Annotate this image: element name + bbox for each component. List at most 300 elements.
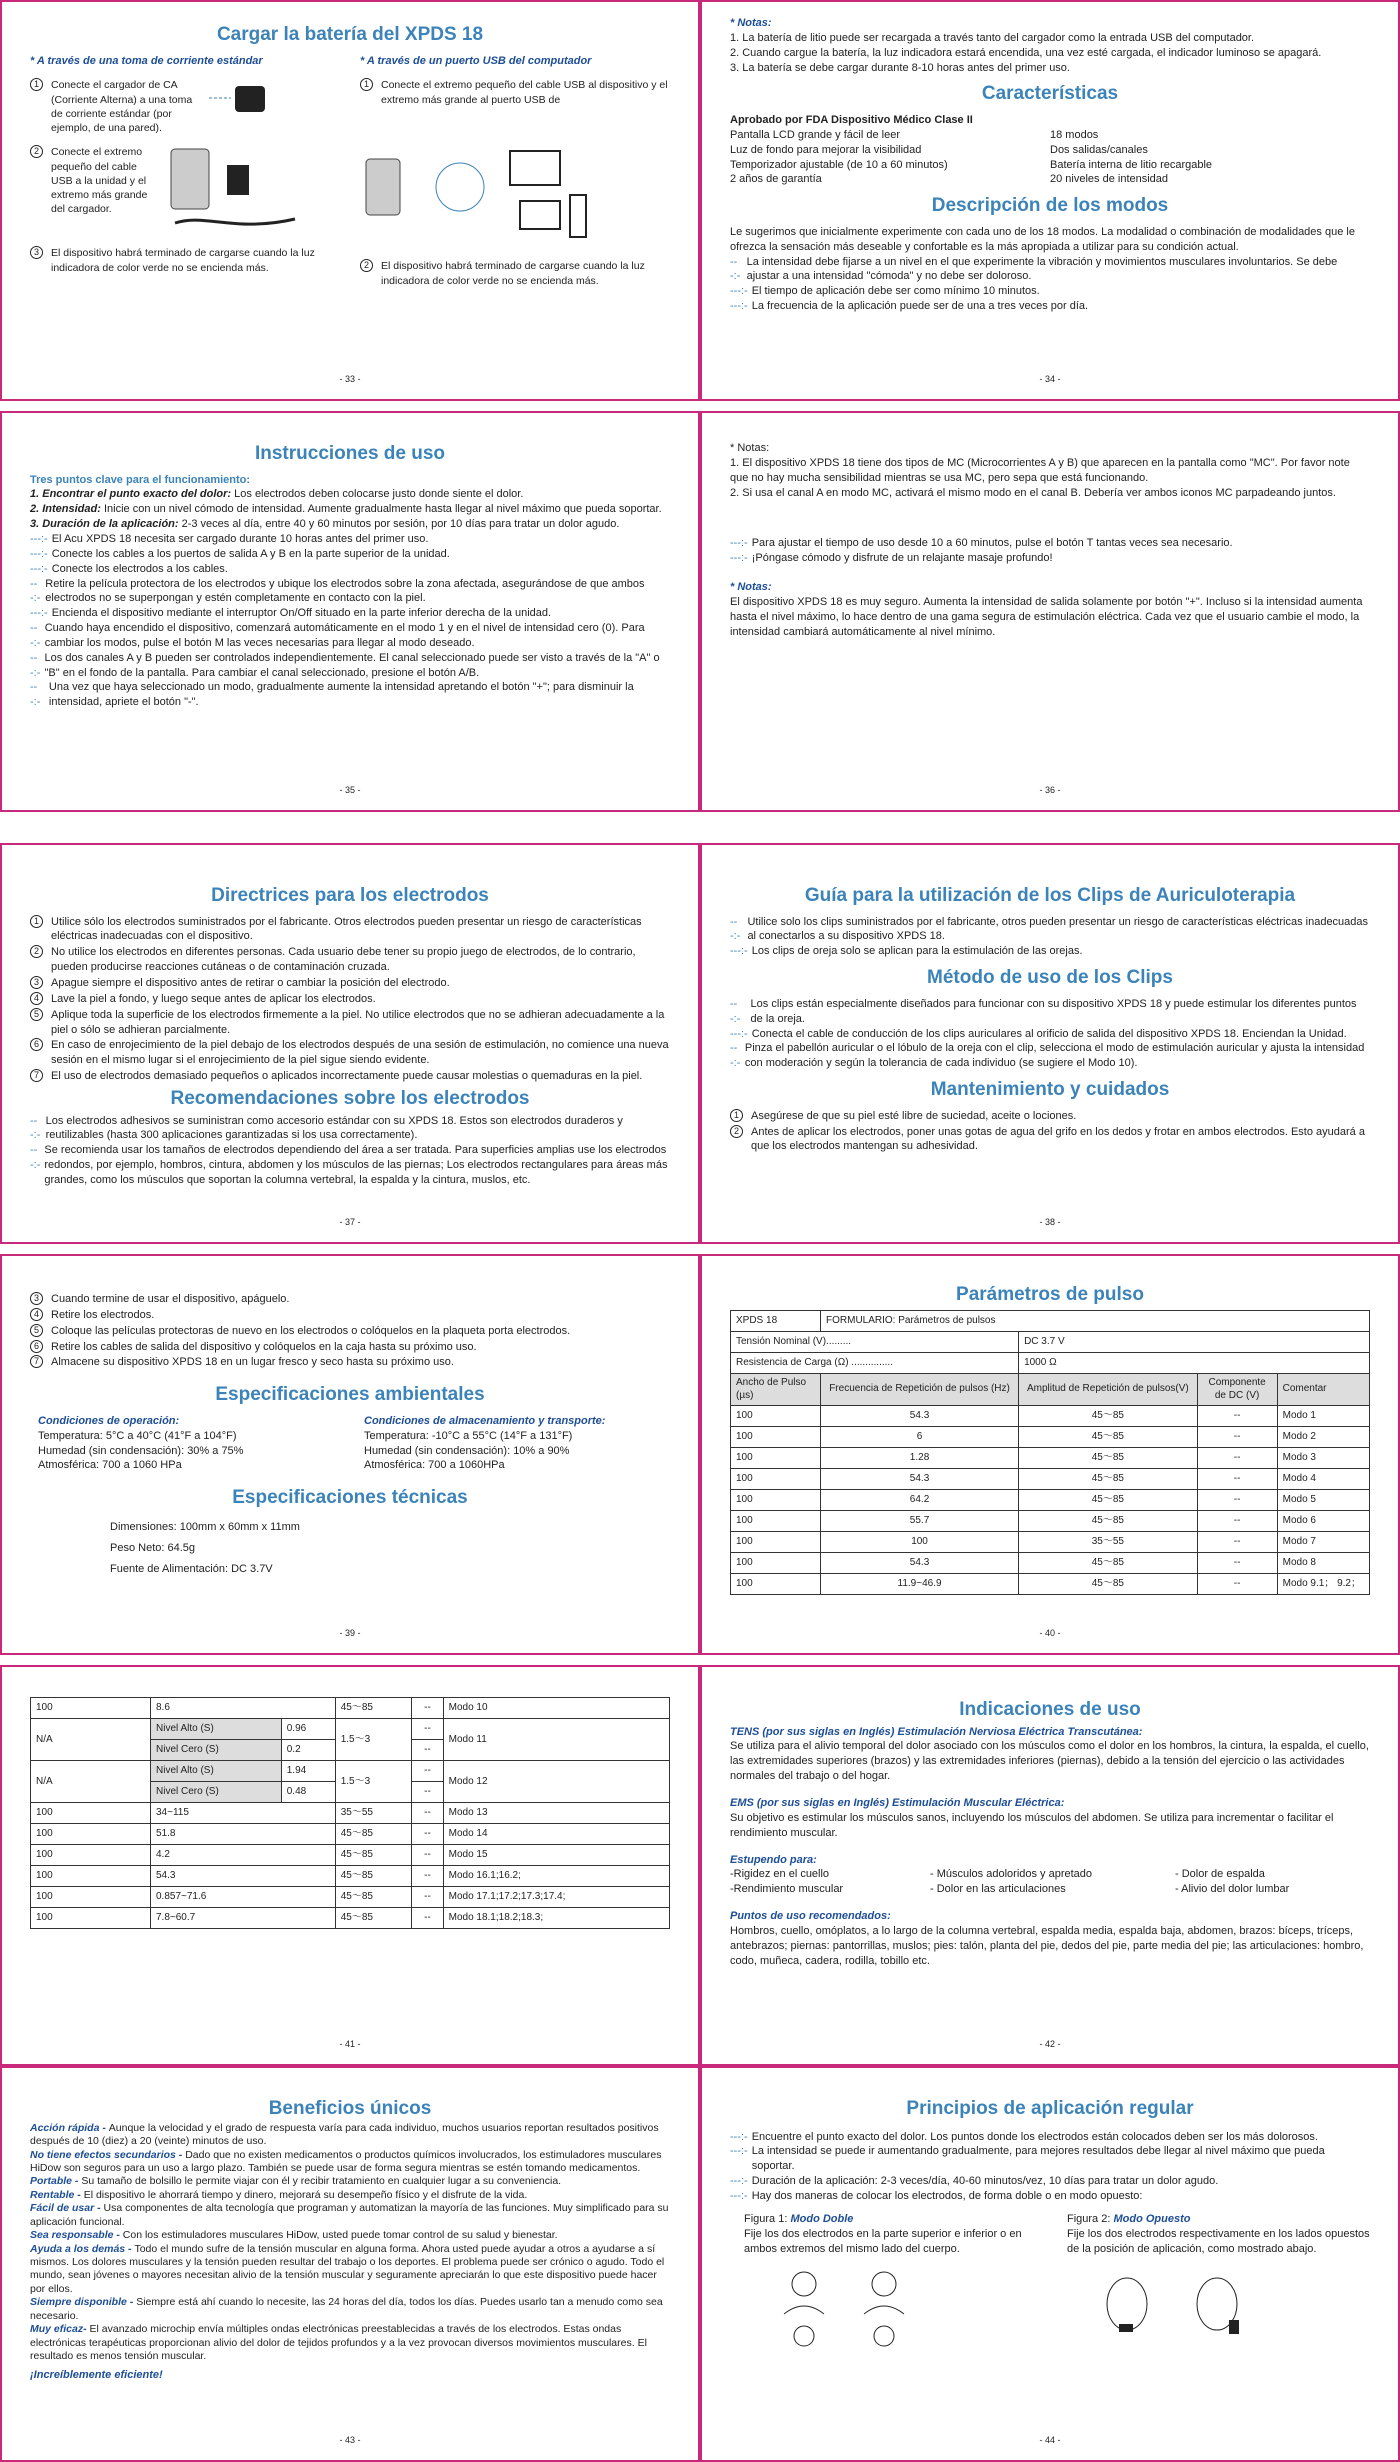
bullet-icon: ---:- [30, 547, 48, 560]
table-cell: 100 [731, 1426, 821, 1447]
note: 1. La batería de litio puede ser recargada a través tanto del cargador como la entrada USB del computador. [730, 31, 1255, 44]
section-title: Recomendaciones sobre los electrodos [170, 1087, 530, 1109]
table-cell: Nivel Cero (S) [151, 1740, 282, 1761]
benefit-item [30, 2202, 670, 2229]
table-cell: 100 [31, 1698, 151, 1719]
list-row [30, 1340, 670, 1355]
list-item: Cuando termine de usar el dispositivo, apáguelo. [51, 1293, 290, 1305]
paragraph: Le sugerimos que inicialmente experimente con cada uno de los 18 modos. La modalidad o combinación de modalidades que le ofrezca la sensación más deseable y confortable es la más apropiada a utilizar para su condición actual. [730, 225, 1355, 253]
table-cell: 54.3 [821, 1405, 1019, 1426]
table-cell: -- [412, 1803, 443, 1824]
benefit-item [30, 2296, 670, 2323]
benefit-label: Fácil de usar - [30, 2202, 104, 2215]
table-cell: -- [412, 1698, 443, 1719]
list-row [30, 621, 670, 651]
list-item: Una vez que haya seleccionado un modo, gradualmente aumente la intensidad apretando el botón "+"; para disminuir la intensidad, apriete el botón "-". [48, 681, 634, 709]
table-cell: Modo 14 [443, 1824, 669, 1845]
charger-icon [205, 78, 275, 118]
page-38 [700, 843, 1400, 1244]
list-item: Retire los cables de salida del dispositivo y colóquelos en la caja hasta su próximo uso. [51, 1340, 477, 1353]
table-cell: 6 [821, 1426, 1019, 1447]
paragraph: El dispositivo XPDS 18 es muy seguro. Aumenta la intensidad de salida solamente por botón "+". Incluso si la intensidad aumenta hasta el nivel máximo, lo hace dentro de una gama segura de estimulación eléctrica. Cada vez que el usuario cambie el modo, la intensidad cambiará automáticamente al nivel mínimo. [730, 595, 1363, 638]
list-item: Los electrodos adhesivos se suministran como accesorio estándar con su XPDS 18. Estos son electrodos duraderos y reutilizables (hasta 300 aplicaciones garantizadas si los usa correctamente). [45, 1114, 623, 1142]
list-item: Conecte los cables a los puertos de salida A y B en la parte superior de la unidad. [51, 547, 450, 560]
subheading: Condiciones de almacenamiento y transporte: [364, 1414, 606, 1427]
figure-label: Figura 2: [1067, 2212, 1114, 2225]
list-row [30, 992, 670, 1007]
table-cell: Modo 6 [1277, 1510, 1369, 1531]
list-item: Coloque las películas protectoras de nuevo en los electrodos o colóquelos en la plaqueta porta electrodos. [51, 1324, 571, 1337]
table-cell: 54.3 [821, 1468, 1019, 1489]
spec: Peso Neto: 64.5g [110, 1541, 196, 1554]
page-36 [700, 411, 1400, 812]
step-number: 1 [30, 915, 43, 928]
table-cell: Modo 1 [1277, 1405, 1369, 1426]
key-text: Los electrodos deben colocarse justo donde siente el dolor. [231, 488, 524, 501]
page-number: - 39 - [339, 1627, 361, 1638]
step-number: 3 [30, 976, 43, 989]
table-cell: N/A [31, 1719, 151, 1761]
page-39 [0, 1254, 700, 1655]
table-cell: 1.5～3 [335, 1761, 412, 1803]
table-cell: 100 [31, 1887, 151, 1908]
list-item: Apague siempre el dispositivo antes de retirar o cambiar la posición del electrodo. [51, 977, 450, 990]
table-cell: 0.857~71.6 [151, 1887, 336, 1908]
step-text: El dispositivo habrá terminado de cargarse cuando la luz indicadora de color verde no se encienda más. [51, 247, 315, 274]
table-cell: 100 [731, 1405, 821, 1426]
table-cell: 100 [31, 1803, 151, 1824]
list-item: Duración de la aplicación: 2-3 veces/día, 40-60 minutos/vez, 10 días para tratar un dolor agudo. [751, 2175, 1219, 2188]
note: 2. Si usa el canal A en modo MC, activará el mismo modo en el canal B. Debería ver ambos iconos MC parpadeando juntos. [730, 486, 1336, 499]
list-item: La frecuencia de la aplicación puede ser de una a tres veces por día. [751, 300, 1089, 313]
paragraph: Hombros, cuello, omóplatos, a lo largo de la columna vertebral, espalda media, espalda baja, abdomen, brazos: bíceps, tríceps, antebrazos; piernas: pantorrillas, muslos; pies: talón, planta del pie, dedos del pie, parte media del pie; las articulaciones: hombro, codo, muñeca, cadera, rodilla, tobillo etc. [730, 1924, 1364, 1967]
step-number: 2 [30, 145, 43, 158]
table-cell: 45～85 [1019, 1447, 1198, 1468]
key-label: 2. Intensidad: [30, 503, 101, 516]
table-cell: 4.2 [151, 1845, 336, 1866]
bullet-icon: ---:- [30, 651, 41, 679]
page-44 [700, 2066, 1400, 2462]
table-cell: 45～85 [335, 1887, 412, 1908]
feature: Temporizador ajustable (de 10 a 60 minutos) [730, 158, 948, 171]
table-cell: Modo 10 [443, 1698, 669, 1719]
paragraph: Se utiliza para el alivio temporal del dolor asociado con los músculos como el dolor en los hombros, la cintura, la espalda, el cuello, las extremidades superiores (brazos) y las extremidades inferiores (piernas), debido a la tensión del ejercicio o las actividades normales del trabajo o del hogar. [730, 1740, 1369, 1783]
subheading: EMS (por sus siglas en Inglés) Estimulación Muscular Eléctrica: [730, 1797, 1065, 1810]
table-cell: Nivel Cero (S) [151, 1782, 282, 1803]
figure-mode: Modo Opuesto [1113, 2212, 1191, 2225]
section-title: Método de uso de los Clips [927, 967, 1173, 989]
table-cell: -- [412, 1866, 443, 1887]
table-cell: Modo 4 [1277, 1468, 1369, 1489]
step-number: 5 [30, 1008, 43, 1021]
benefit-label: Acción rápida - [30, 2121, 109, 2134]
benefit-item [30, 2229, 670, 2242]
fda-label: Aprobado por FDA Dispositivo Médico Clase II [730, 114, 973, 127]
benefit-item [30, 2149, 670, 2176]
key-heading: Tres puntos clave para el funcionamiento: [30, 473, 251, 486]
column-header: Comentar [1277, 1373, 1369, 1405]
table-cell: 11.9~46.9 [821, 1573, 1019, 1594]
spec: Dimensiones: 100mm x 60mm x 11mm [110, 1520, 300, 1533]
list-item: El tiempo de aplicación debe ser como mínimo 10 minutos. [751, 285, 1040, 298]
bullet-icon: ---:- [730, 2130, 748, 2143]
page-37 [0, 843, 700, 1244]
list-item: Antes de aplicar los electrodos, poner unas gotas de agua del grifo en los dedos y frotar en ambos electrodos. Esto ayudará a que los electrodos mantengan su adhesividad. [751, 1125, 1365, 1153]
page-number: - 42 - [1039, 2038, 1061, 2049]
table-cell: Modo 2 [1277, 1426, 1369, 1447]
list-item: Lave la piel a fondo, y luego seque antes de aplicar los electrodos. [51, 992, 376, 1005]
bullet-icon: ---:- [30, 1144, 41, 1172]
section-title: Características [981, 83, 1119, 105]
page-number: - 37 - [339, 1216, 361, 1227]
table-cell: 100 [731, 1489, 821, 1510]
list-row [30, 606, 670, 621]
feature: Batería interna de litio recargable [1050, 158, 1213, 171]
list-item: Se recomienda usar los tamaños de electrodos dependiendo del área a ser tratada. Para superficies amplias use los electrodos redondos, por ejemplo, hombros, cintura, abdomen y los músculos de las piernas; Los electrodos rectangulares para áreas más grandes, como los músculos que soportan la columna vertebral, la espalda y la cintura, muslos, etc. [44, 1144, 668, 1186]
table-cell: N/A [31, 1761, 151, 1803]
table-cell: DC 3.7 V [1019, 1331, 1370, 1352]
benefit-item [30, 2189, 670, 2202]
step-text: Conecte el cargador de CA (Corriente Alterna) a una toma de corriente estándar (por ejemplo, de una pared). [51, 79, 193, 134]
list-item: Los clips están especialmente diseñados para funcionar con su dispositivo XPDS 18 y puede estimular los diferentes puntos de la oreja. [750, 997, 1357, 1025]
table-cell: 45～85 [335, 1908, 412, 1929]
list-row [30, 915, 670, 945]
list-item: ¡Póngase cómodo y disfrute de un relajante masaje profundo! [751, 552, 1053, 565]
table-cell: -- [1197, 1489, 1277, 1510]
table-cell: 100 [31, 1866, 151, 1887]
table-cell: 1.28 [821, 1447, 1019, 1468]
bullet-icon: ---:- [30, 1114, 41, 1142]
table-cell: -- [1197, 1531, 1277, 1552]
benefit-text: Usa componentes de alta tecnología que programan y automatizan la mayoría de las funciones. Muy simplificado para su aplicación funcional. [30, 2202, 669, 2228]
table-cell: 100 [731, 1510, 821, 1531]
outlet-column [30, 54, 340, 289]
list-row [30, 1324, 670, 1339]
note: 1. El dispositivo XPDS 18 tiene dos tipos de MC (Microcorrientes A y B) que aparecen en la pantalla como "MC". Por favor note que no hay mucha sensibilidad mientras se usa MC, pero sepa que está funcionando. [730, 456, 1350, 484]
table-cell: Nivel Alto (S) [151, 1761, 282, 1782]
list-item: Encuentre el punto exacto del dolor. Los puntos donde los electrodos están colocados deben ser los más dolorosos. [751, 2130, 1318, 2143]
page-number: - 43 - [339, 2434, 361, 2445]
list-item: El Acu XPDS 18 necesita ser cargado durante 10 horas antes del primer uso. [51, 533, 429, 546]
step-number: 1 [30, 78, 43, 91]
table-cell: 35～55 [1019, 1531, 1198, 1552]
page-title: Cargar la batería del XPDS 18 [216, 24, 484, 45]
section-title: Especificaciones ambientales [215, 1384, 485, 1406]
page-title: Beneficios únicos [268, 2098, 432, 2119]
table-cell: 100 [731, 1552, 821, 1573]
bullet-icon: ---:- [730, 997, 741, 1025]
bullet-icon: ---:- [30, 562, 48, 575]
list-item: Pinza el pabellón auricular o el lóbulo de la oreja con el clip, selecciona el modo de estimulación auricular y ajusta la intensidad con moderación y según la tolerancia de cada individuo (se sugiere el Modo 10). [744, 1042, 1365, 1070]
list-item: Cuando haya encendido el dispositivo, comenzará automáticamente en el modo 1 y en el nivel de intensidad cero (0). Para cambiar los modos, pulse el botón M las veces necesarias para llegar al modo deseado. [44, 622, 645, 649]
indication: -Rendimiento muscular [730, 1883, 844, 1896]
table-cell: 100 [31, 1908, 151, 1929]
table-cell: 100 [821, 1531, 1019, 1552]
list-item: Utilice solo los clips suministrados por el fabricante, otros pueden presentar un riesgo de características eléctricas inadecuadas al conectarlos a su dispositivo XPDS 18. [747, 915, 1369, 943]
table-cell: -- [1197, 1573, 1277, 1594]
column-header: Frecuencia de Repetición de pulsos (Hz) [821, 1373, 1019, 1405]
table-cell: XPDS 18 [731, 1310, 821, 1331]
list-item: Asegúrese de que su piel esté libre de suciedad, aceite o lociones. [751, 1109, 1077, 1122]
table-cell: FORMULARIO: Parámetros de pulsos [821, 1310, 1370, 1331]
benefit-text: Dado que no existen medicamentos o productos químicos involucrados, los estimuladores musculares HiDow son seguros para un uso a largo plazo. También se puede usar de forma segura mientras se estén tomando medicamentos. [30, 2148, 662, 2174]
page-title: Parámetros de pulso [956, 1284, 1144, 1305]
list-item: Hay dos maneras de colocar los electrodos, de forma doble o en modo opuesto: [751, 2190, 1143, 2203]
subheading: TENS (por sus siglas en Inglés) Estimulación Nerviosa Eléctrica Transcutánea: [730, 1725, 1143, 1738]
table-cell: 45～85 [335, 1845, 412, 1866]
bullet-icon: ---:- [730, 945, 748, 958]
table-cell: -- [412, 1824, 443, 1845]
step-number: 4 [30, 992, 43, 1005]
table-cell: 100 [731, 1531, 821, 1552]
table-cell: -- [412, 1845, 443, 1866]
list-row [30, 976, 670, 991]
table-cell: 51.8 [151, 1824, 336, 1845]
pulse-table [730, 1310, 1370, 1595]
table-cell: 55.7 [821, 1510, 1019, 1531]
step-number: 2 [30, 945, 43, 958]
bullet-icon: ---:- [30, 622, 41, 649]
table-cell: Modo 9.1； 9.2； [1277, 1573, 1369, 1594]
table-cell: 100 [731, 1468, 821, 1489]
notes-heading: * Notas: [730, 17, 772, 29]
list-row [30, 945, 670, 975]
feature: 18 modos [1050, 128, 1099, 141]
table-cell: -- [412, 1719, 443, 1740]
step-number: 4 [30, 1308, 43, 1321]
indication: - Dolor de espalda [1175, 1868, 1265, 1881]
table-cell: Tensión Nominal (V)......... [731, 1331, 1019, 1352]
step-number: 3 [30, 1292, 43, 1305]
step-number: 7 [30, 1355, 43, 1368]
table-cell: -- [1197, 1426, 1277, 1447]
page-33 [0, 0, 700, 401]
key-label: 1. Encontrar el punto exacto del dolor: [30, 488, 232, 501]
page-number: - 34 - [1039, 373, 1061, 384]
list-item: Utilice sólo los electrodos suministrados por el fabricante. Otros electrodos pueden presentar un riesgo de características eléctricas inadecuadas con el dispositivo. [51, 915, 642, 943]
figure-caption: Fije los dos electrodos en la parte superior e inferior o en ambos extremos del mismo lado del cuerpo. [744, 2227, 1022, 2255]
table-cell: 45～85 [335, 1824, 412, 1845]
computer-connection-icon [360, 145, 620, 245]
section-title: Descripción de los modos [931, 195, 1169, 217]
step-text: Conecte el extremo pequeño del cable USB a la unidad y el extremo más grande del cargador. [51, 146, 148, 216]
table-cell: -- [412, 1761, 443, 1782]
bullet-icon: ---:- [730, 285, 748, 298]
feature: Dos salidas/canales [1050, 143, 1148, 156]
table-cell: -- [1197, 1405, 1277, 1426]
indication: -Rigidez en el cuello [730, 1868, 830, 1881]
page-35 [0, 411, 700, 812]
bullet-icon: ---:- [730, 255, 741, 283]
bullet-icon: ---:- [730, 537, 748, 550]
list-row [30, 1038, 670, 1068]
page-number: - 41 - [339, 2038, 361, 2049]
column-header: Ancho de Pulso (µs) [731, 1373, 821, 1405]
table-cell: -- [412, 1887, 443, 1908]
table-cell: 45～85 [1019, 1468, 1198, 1489]
list-item: En caso de enrojecimiento de la piel debajo de los electrodos después de una sesión de estimulación, no comience una nueva sesión en el mismo lugar si el enrojecimiento de la piel sigue siendo evidente. [51, 1039, 669, 1067]
table-cell: Nivel Alto (S) [151, 1719, 282, 1740]
paragraph: Su objetivo es estimular los músculos sanos, incluyendo los músculos del abdomen. Se utiliza para incrementar o facilitar el rendimiento muscular. [730, 1811, 1334, 1839]
bullet-icon: ---:- [730, 552, 748, 565]
page-number: - 35 - [339, 784, 361, 795]
bullet-icon: ---:- [730, 300, 748, 313]
table-cell: 45～85 [335, 1698, 412, 1719]
benefit-label: No tiene efectos secundarios - [30, 2148, 186, 2161]
page-title: Indicaciones de uso [959, 1699, 1141, 1720]
table-cell: 7.8~60.7 [151, 1908, 336, 1929]
table-cell: 8.6 [151, 1698, 336, 1719]
list-row [30, 562, 670, 577]
key-text: 2-3 veces al día, entre 40 y 60 minutos por sesión, por 10 días para tratar un dolor agudo. [178, 518, 620, 531]
feature: 2 años de garantía [730, 173, 822, 186]
key-text: Inicie con un nivel cómodo de intensidad. Aumente gradualmente hasta llegar al nivel máximo que pueda soportar. [100, 503, 662, 516]
list-item: La intensidad se puede ir aumentando gradualmente, para mejores resultados debe llegar al nivel máximo que pueda soportar. [751, 2145, 1325, 2173]
subheading: Puntos de uso recomendados: [730, 1910, 891, 1923]
note: 2. Cuando cargue la batería, la luz indicadora estará encendida, una vez esté cargada, el indicador luminoso se apagará. [730, 46, 1322, 59]
step-text: El dispositivo habrá terminado de cargarse cuando la luz indicadora de color verde no se encienda más. [381, 260, 645, 287]
benefit-text: Todo el mundo sufre de la tensión muscular en alguna forma. Ahora usted puede ayudar a otros a ayudarse a sí mismos. Los dolores musculares y la tensión pueden resultar del trabajo o los deportes. El problema puede ser crónico o agudo. Todo el mundo, sean jóvenes o mayores necesitan alivio de la tensión muscular y seguramente apreciarán lo que este dispositivo puede hacer por ellos. [30, 2242, 665, 2295]
indication: - Alivio del dolor lumbar [1175, 1883, 1290, 1896]
benefit-text: Aunque la velocidad y el grado de respuesta varía para cada individuo, muchos usuarios reportan resultados positivos después de 10 (diez) a 20 (veinte) minutos de uso. [30, 2121, 659, 2148]
spec: Fuente de Alimentación: DC 3.7V [110, 1562, 273, 1575]
table-cell: 64.2 [821, 1489, 1019, 1510]
feature: 20 niveles de intensidad [1050, 173, 1169, 186]
notes-heading: * Notas: [730, 581, 772, 594]
page-40 [700, 1254, 1400, 1655]
notes-heading: * Notas: [730, 442, 770, 454]
list-item: Aplique toda la superficie de los electrodos firmemente a la piel. No utilice electrodos que no se adhieran adecuadamente a la piel o sólo se adhieran parcialmente. [51, 1008, 665, 1036]
table-cell: 100 [731, 1573, 821, 1594]
table-cell: 0.96 [281, 1719, 335, 1740]
table-cell: 45～85 [1019, 1426, 1198, 1447]
device-and-cable-icon [165, 145, 305, 235]
list-row [30, 1355, 670, 1370]
table-cell: 1.94 [281, 1761, 335, 1782]
section-title: Especificaciones técnicas [232, 1487, 468, 1509]
step-number: 2 [360, 259, 373, 272]
table-cell: 45～85 [1019, 1510, 1198, 1531]
figure-caption: Fije los dos electrodos respectivamente en los lados opuestos de la posición de aplicación, como mostrado abajo. [1067, 2227, 1370, 2255]
step-number: 2 [730, 1125, 743, 1138]
page-43 [0, 2066, 700, 2462]
table-cell: 54.3 [821, 1552, 1019, 1573]
benefit-item [30, 2243, 670, 2297]
column-heading: * A través de un puerto USB del computador [360, 54, 592, 67]
table-cell: 45～85 [1019, 1552, 1198, 1573]
bullet-icon: ---:- [730, 2190, 748, 2203]
table-cell: Modo 11 [443, 1719, 669, 1761]
usb-column [360, 54, 670, 289]
table-cell: Modo 12 [443, 1761, 669, 1803]
page-number: - 33 - [339, 373, 361, 384]
note: 3. La batería se debe cargar durante 8-10 horas antes del primer uso. [730, 61, 1070, 74]
bullet-icon: ---:- [730, 2175, 748, 2188]
benefit-text: Siempre está ahí cuando lo necesite, las 24 horas del día, todos los días. Puedes usarlo tan a menudo como sea necesario. [30, 2296, 663, 2322]
table-cell: Modo 3 [1277, 1447, 1369, 1468]
benefit-label: Ayuda a los demás - [30, 2242, 135, 2255]
table-cell: 45～85 [335, 1866, 412, 1887]
benefit-label: Muy eficaz- [30, 2323, 90, 2336]
table-cell: Modo 13 [443, 1803, 669, 1824]
key-label: 3. Duración de la aplicación: [30, 518, 179, 531]
table-cell: -- [1197, 1468, 1277, 1489]
benefit-label: Portable - [30, 2175, 82, 2188]
subheading: Estupendo para: [730, 1853, 817, 1866]
table-cell: 45～85 [1019, 1573, 1198, 1594]
table-cell: Modo 17.1;17.2;17.3;17.4; [443, 1887, 669, 1908]
table-cell: -- [412, 1740, 443, 1761]
step-number: 1 [360, 78, 373, 91]
step-number: 7 [30, 1069, 43, 1082]
benefit-text: El dispositivo le ahorrará tiempo y dinero, mejorará su desempeño físico y el disfrute de la vida. [83, 2188, 528, 2201]
benefit-item [30, 2323, 670, 2363]
step-number: 5 [30, 1324, 43, 1337]
list-row [30, 577, 670, 607]
page-title: Guía para la utilización de los Clips de Auriculoterapia [804, 885, 1296, 906]
table-cell: Modo 18.1;18.2;18.3; [443, 1908, 669, 1929]
list-row [30, 1308, 670, 1323]
table-cell: 34~115 [151, 1803, 336, 1824]
table-cell: 100 [31, 1845, 151, 1866]
page-number: - 38 - [1039, 1216, 1061, 1227]
closing-text: ¡Increíblemente eficiente! [30, 2368, 163, 2381]
step-number: 3 [30, 246, 43, 259]
benefit-label: Rentable - [30, 2188, 84, 2201]
step-number: 6 [30, 1340, 43, 1353]
indication: - Dolor en las articulaciones [930, 1883, 1066, 1896]
benefit-text: Con los estimuladores musculares HiDow, usted puede tomar control de su salud y bienestar. [122, 2229, 558, 2242]
step-number: 6 [30, 1038, 43, 1051]
table-cell: Modo 16.1;16.2; [443, 1866, 669, 1887]
page-41 [0, 1665, 700, 2066]
table-cell: 100 [31, 1824, 151, 1845]
table-cell: -- [1197, 1447, 1277, 1468]
spec: Temperatura: 5°C a 40°C (41°F a 104°F) [38, 1429, 237, 1442]
indication: - Músculos adoloridos y apretado [930, 1868, 1093, 1881]
benefit-text: El avanzado microchip envía múltiples ondas electrónicas preestablecidas a través de los electrodos. Estas ondas electrónicas terapéuticas proporcionan alivio del dolor de tejidos profundos y a la vez provocan diversos movimientos musculares. El resultado es menos tensión muscular. [30, 2323, 647, 2363]
spec: Atmosférica: 700 a 1060HPa [364, 1459, 505, 1472]
list-row [30, 1008, 670, 1038]
table-cell: 0.2 [281, 1740, 335, 1761]
spec: Humedad (sin condensación): 30% a 75% [38, 1444, 244, 1457]
arm-figures-icon [1067, 2264, 1267, 2364]
step-text: Conecte el extremo pequeño del cable USB al dispositivo y el extremo más grande al puerto USB de [381, 79, 668, 106]
table-cell: -- [412, 1908, 443, 1929]
list-item: El uso de electrodos demasiado pequeños o aplicados incorrectamente puede causar molestias o quemaduras en la piel. [51, 1070, 643, 1083]
table-cell: 100 [731, 1447, 821, 1468]
list-item: Los dos canales A y B pueden ser controlados independientemente. El canal seleccionado puede ser visto a través de la "A" o "B" en el fondo de la pantalla. Para cambiar el canal seleccionado, presione el botón A/B. [44, 651, 660, 679]
bullet-icon: ---:- [730, 1042, 741, 1070]
subheading: Condiciones de operación: [38, 1414, 180, 1427]
table-cell: 0.48 [281, 1782, 335, 1803]
figure-mode: Modo Doble [790, 2212, 854, 2225]
bullet-icon: ---:- [730, 1027, 748, 1040]
table-cell: 54.3 [151, 1866, 336, 1887]
list-item: Los clips de oreja solo se aplican para la estimulación de las orejas. [751, 945, 1083, 958]
spec: Atmosférica: 700 a 1060 HPa [38, 1459, 182, 1472]
step-number: 1 [730, 1109, 743, 1122]
benefit-label: Sea responsable - [30, 2229, 123, 2242]
list-item: La intensidad debe fijarse a un nivel en el que experimente la vibración y movimientos musculares involuntarios. Se debe ajustar a una intensidad "cómoda" y no debe ser doloroso. [746, 255, 1338, 283]
page-number: - 40 - [1039, 1627, 1061, 1638]
bullet-icon: ---:- [730, 2145, 748, 2158]
section-title: Mantenimiento y cuidados [930, 1079, 1170, 1101]
table-cell: Modo 5 [1277, 1489, 1369, 1510]
list-item: Para ajustar el tiempo de uso desde 10 a 60 minutos, pulse el botón T tantas veces sea necesario. [751, 537, 1233, 550]
benefit-text: Su tamaño de bolsillo le permite viajar con él y recibir tratamiento en cualquier lugar a su conveniencia. [81, 2175, 562, 2188]
table-cell: 35～55 [335, 1803, 412, 1824]
